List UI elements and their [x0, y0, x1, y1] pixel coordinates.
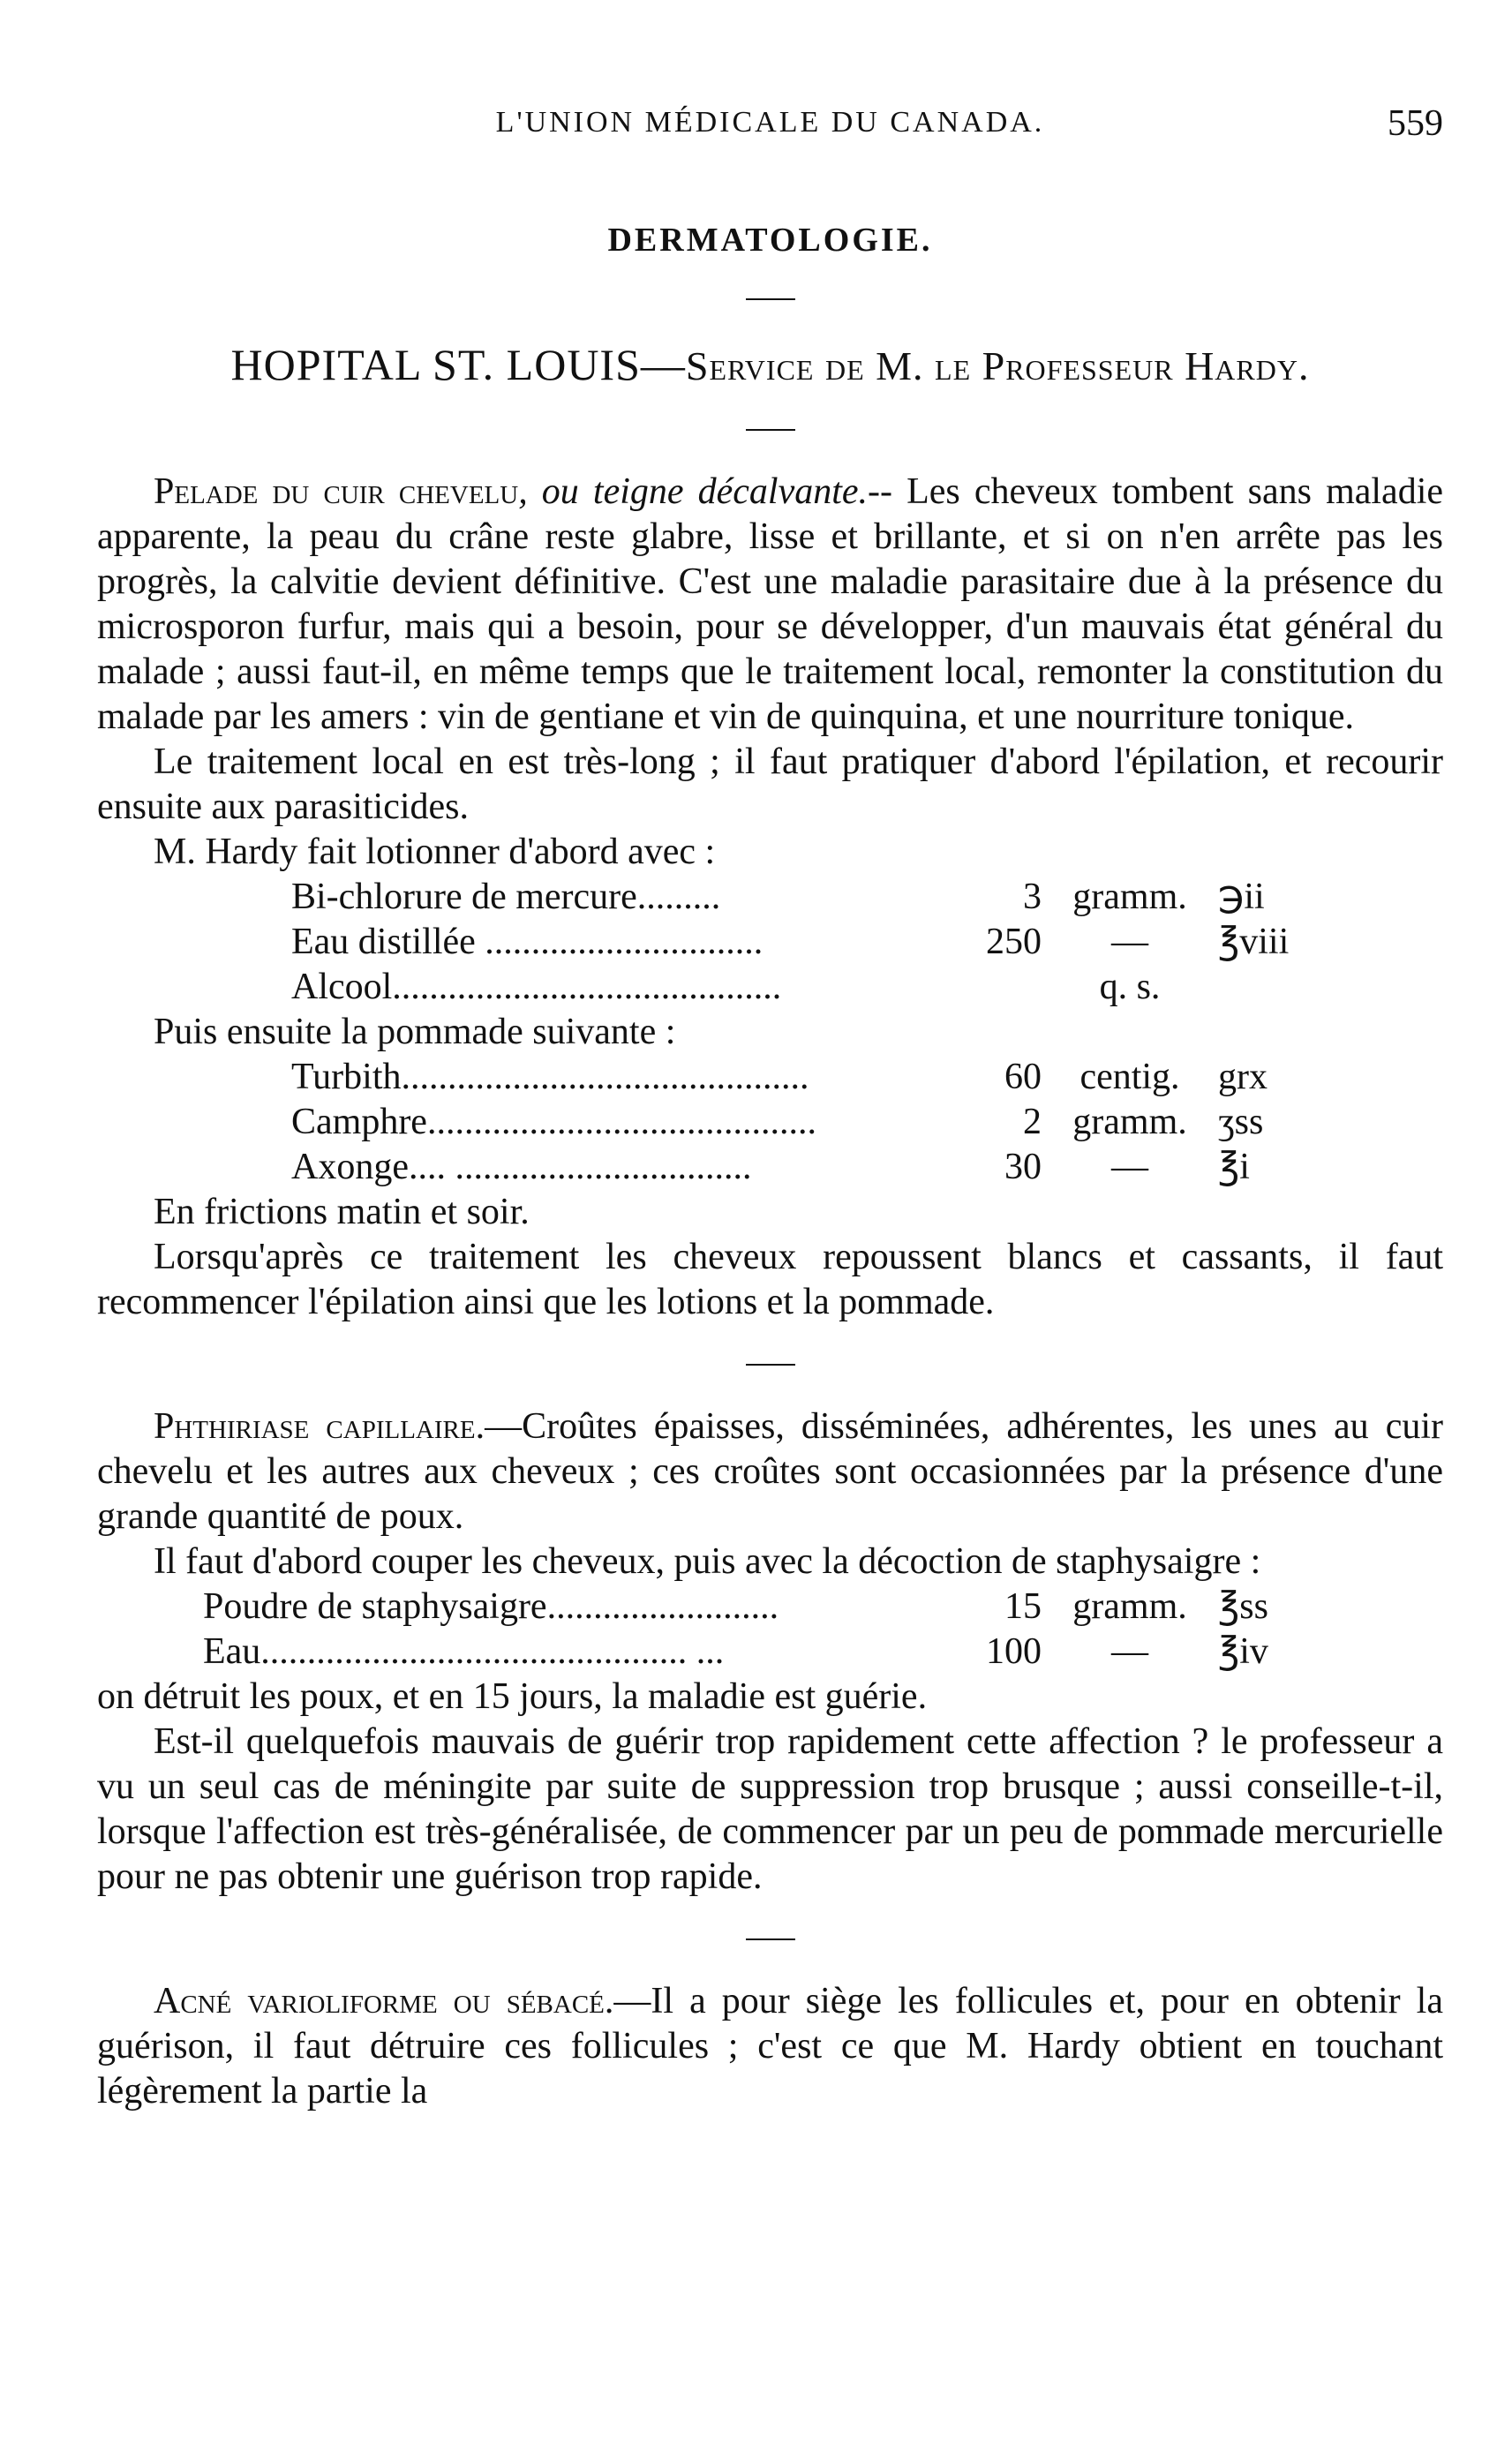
hospital-heading — [97, 339, 1443, 390]
pelade-title: Pelade du cuir chevelu — [154, 471, 519, 512]
hospital-name: HOPITAL ST. LOUIS— — [230, 340, 686, 389]
ingredient-name: Poudre de staphysaigre......................... — [203, 1586, 779, 1627]
ingredient-apothecary: ℈ii — [1218, 877, 1265, 917]
ingredient-name: Axonge.... ................................ — [291, 1147, 752, 1187]
ingredient-apothecary: ℥viii — [1218, 922, 1290, 962]
recipe-row — [203, 1630, 1443, 1675]
ingredient-unit: — — [1111, 1147, 1148, 1187]
ingredient-unit: — — [1111, 922, 1148, 962]
article-divider — [746, 1938, 795, 1940]
acne-paragraph-1 — [97, 1979, 1443, 2114]
ingredient-qty: 60 — [1004, 1057, 1042, 1097]
recipe-row — [291, 875, 1443, 920]
running-head — [97, 103, 1443, 159]
ingredient-name: Bi-chlorure de mercure......... — [291, 877, 721, 917]
ingredient-apothecary: grx — [1218, 1057, 1268, 1097]
pelade-text-1: -- Les cheveux tombent sans maladie apparente, la peau du crâne reste glabre, lisse et brillante, et si on n'en arrête pas les progrès, la calvitie devient définitive. C'est une maladie parasitaire due à la présence du microsporon furfur, mais qui a besoin, pour se développer, d'un mauvais état général du malade ; aussi faut-il, en même temps que le traitement local, remonter la constitution du malade par les amers : vin de gentiane et vin de quinquina, et une nourriture tonique. — [97, 471, 1443, 737]
recipe-row — [203, 1585, 1443, 1630]
ingredient-unit: q. s. — [1099, 967, 1161, 1007]
phthiriase-paragraph-1 — [97, 1404, 1443, 1539]
recipe-row — [291, 1055, 1443, 1100]
acne-text-1: —Il a pour siège les follicules et, pour en obtenir la guérison, il faut détruire ces follicules ; c'est ce que M. Hardy obtient en touchant légèrement la partie la — [97, 1981, 1443, 2112]
pelade-paragraph-2: Le traitement local en est très-long ; il faut pratiquer d'abord l'épilation, et recourir ensuite aux parasiticides. — [97, 741, 1443, 827]
ingredient-qty: 15 — [1004, 1586, 1042, 1627]
phthiriase-text-1: —Croûtes épaisses, disséminées, adhérentes, les unes au cuir chevelu et les autres aux cheveux ; ces croûtes sont occasionnées par la présence d'une grande quantité de poux. — [97, 1406, 1443, 1537]
ingredient-name: Alcool.......................................... — [291, 967, 782, 1007]
article-phthiriase — [97, 1404, 1443, 1900]
pelade-paragraph-6: Lorsqu'après ce traitement les cheveux repoussent blancs et cassants, il faut recommencer l'épilation ainsi que les lotions et la pommade. — [97, 1237, 1443, 1322]
pelade-paragraph-5: En frictions matin et soir. — [154, 1192, 530, 1232]
ingredient-qty: 100 — [986, 1631, 1042, 1672]
ingredient-name: Eau.............................................. ... — [203, 1631, 725, 1672]
article-divider — [746, 1364, 795, 1366]
phthiriase-paragraph-2: Il faut d'abord couper les cheveux, puis avec la décoction de staphysaigre : — [154, 1541, 1261, 1582]
acne-title: Acné varioliforme ou sébacé. — [154, 1981, 614, 2021]
pelade-paragraph-1 — [97, 470, 1443, 740]
ingredient-name: Camphre.......................................... — [291, 1102, 816, 1142]
ingredient-apothecary: ℥i — [1218, 1147, 1250, 1187]
ingredient-unit: — — [1111, 1631, 1148, 1672]
service-name: Service de M. le Professeur Hardy. — [685, 343, 1310, 388]
ingredient-unit: gramm. — [1072, 1102, 1187, 1142]
ingredient-qty: 3 — [1023, 877, 1042, 917]
phthiriase-paragraph-3: on détruit les poux, et en 15 jours, la maladie est guérie. — [97, 1676, 928, 1717]
pelade-paragraph-4: Puis ensuite la pommade suivante : — [154, 1012, 676, 1052]
pommade-recipe — [97, 1055, 1443, 1190]
ingredient-unit: gramm. — [1072, 877, 1187, 917]
phthiriase-title: Phthiriase capillaire. — [154, 1406, 485, 1447]
pelade-title-alt: , ou teigne décalvante. — [518, 471, 869, 512]
recipe-row — [291, 1100, 1443, 1145]
phthiriase-paragraph-4: Est-il quelquefois mauvais de guérir trop rapidement cette affection ? le professeur a vu un seul cas de méningite par suite de suppression trop brusque ; aussi conseille-t-il, lorsque l'affection est très-généralisée, de commencer par un peu de pommade mercurielle pour ne pas obtenir une guérison trop rapide. — [97, 1721, 1443, 1897]
ingredient-unit: gramm. — [1072, 1586, 1187, 1627]
recipe-row — [291, 965, 1443, 1010]
ingredient-apothecary: ℥iv — [1218, 1631, 1268, 1672]
heading-divider — [746, 429, 795, 431]
recipe-row — [291, 1145, 1443, 1190]
recipe-row — [291, 920, 1443, 965]
lotion-recipe — [97, 875, 1443, 1010]
article-pelade — [97, 470, 1443, 1325]
ingredient-apothecary: ℥ss — [1218, 1586, 1268, 1627]
section-divider — [746, 298, 795, 300]
ingredient-apothecary: ʒss — [1218, 1102, 1264, 1142]
ingredient-unit: centig. — [1079, 1057, 1180, 1097]
journal-title: L'UNION MÉDICALE DU CANADA. — [495, 106, 1045, 139]
ingredient-name: Turbith............................................ — [291, 1057, 809, 1097]
page-number: 559 — [1388, 103, 1443, 144]
ingredient-qty: 2 — [1023, 1102, 1042, 1142]
ingredient-qty: 30 — [1004, 1147, 1042, 1187]
ingredient-name: Eau distillée .............................. — [291, 922, 764, 962]
section-title: DERMATOLOGIE. — [607, 222, 933, 259]
article-acne — [97, 1979, 1443, 2114]
page — [97, 103, 1443, 2114]
pelade-paragraph-3: M. Hardy fait lotionner d'abord avec : — [154, 832, 716, 872]
staphysaigre-recipe — [97, 1585, 1443, 1675]
ingredient-qty: 250 — [986, 922, 1042, 962]
